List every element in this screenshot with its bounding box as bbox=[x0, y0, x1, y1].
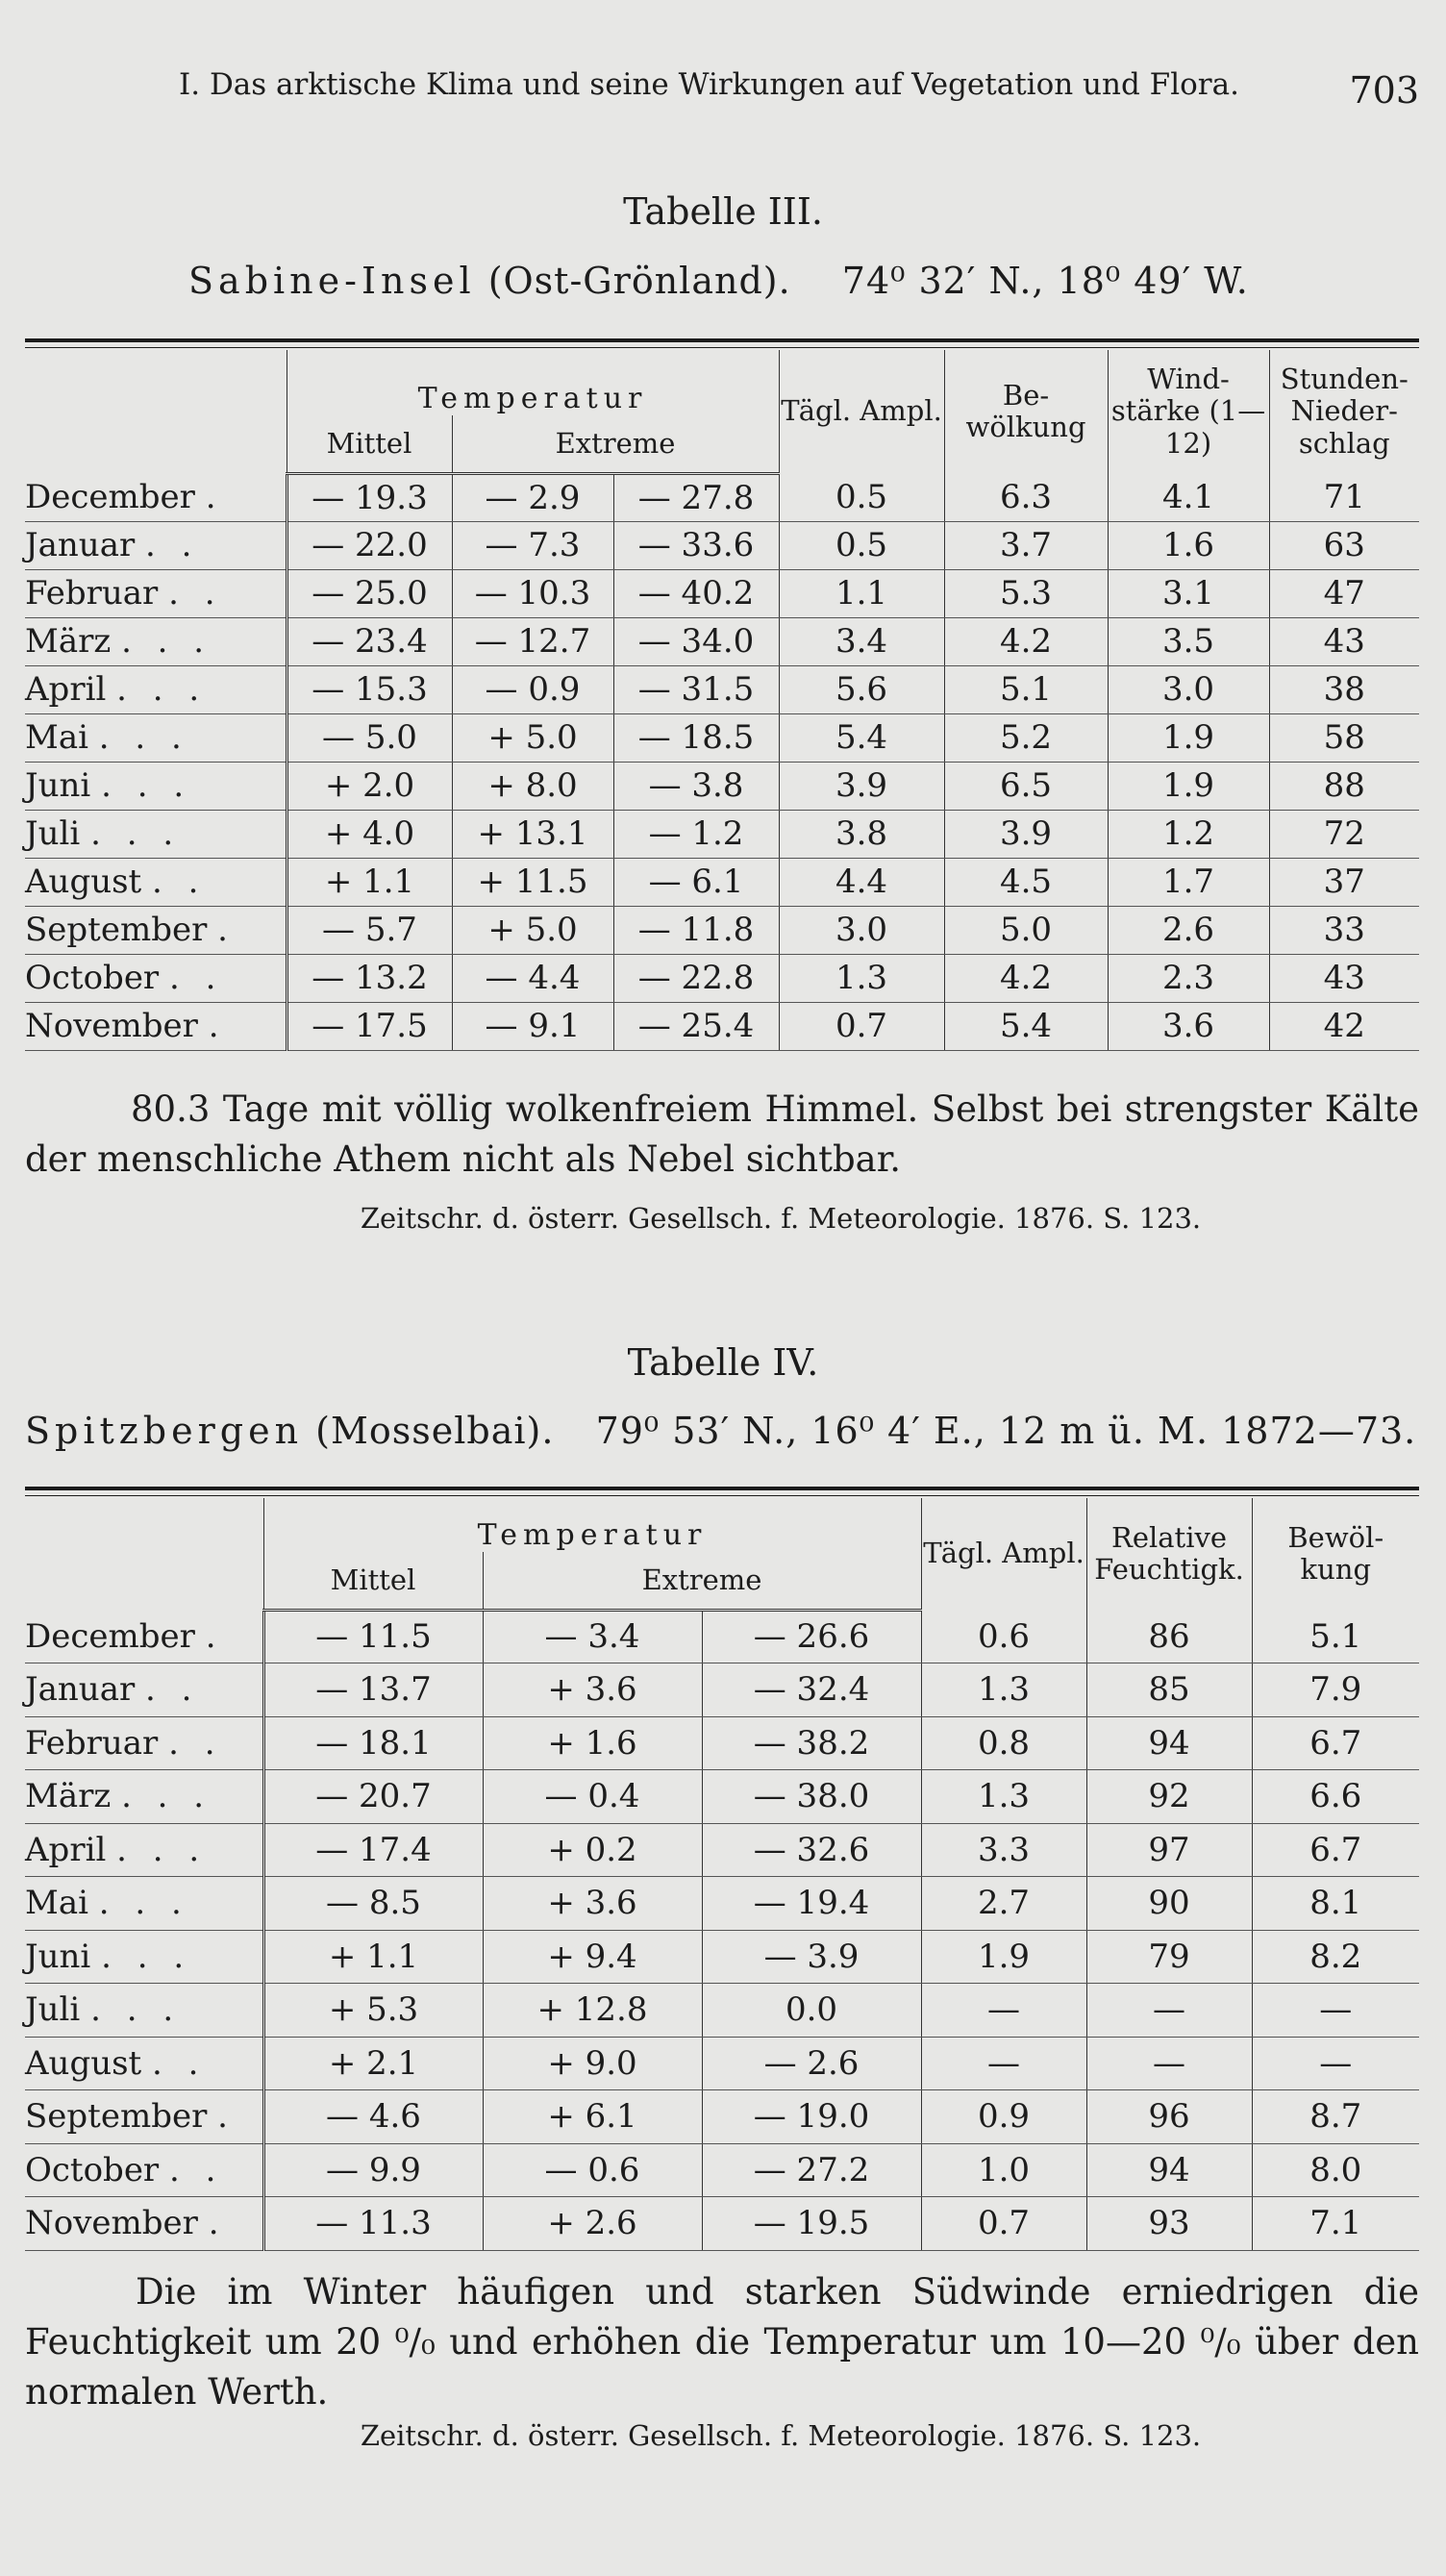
ampl-cell: 1.0 bbox=[921, 2143, 1086, 2197]
leader-dots: . . . bbox=[98, 718, 189, 757]
table-row bbox=[25, 810, 1419, 858]
max-cell: — 12.7 bbox=[452, 617, 613, 665]
max-cell: — 9.1 bbox=[452, 1002, 613, 1050]
month-label: Juli bbox=[25, 814, 81, 853]
bew-cell: — bbox=[1252, 2037, 1419, 2090]
table-row bbox=[25, 1823, 1419, 1877]
min-cell: — 27.2 bbox=[702, 2143, 921, 2197]
month-label: October bbox=[25, 959, 160, 997]
table3-temperatur-header: Temperatur bbox=[287, 350, 779, 415]
table4 bbox=[25, 1498, 1419, 2251]
bew-cell: 5.2 bbox=[944, 713, 1108, 762]
bew-cell: 6.7 bbox=[1252, 1823, 1419, 1877]
ampl-cell: 1.3 bbox=[779, 954, 944, 1002]
min-cell: — 11.8 bbox=[613, 906, 779, 954]
mittel-cell: — 11.3 bbox=[263, 2197, 483, 2251]
bew-cell: 7.9 bbox=[1252, 1663, 1419, 1717]
max-cell: — 2.9 bbox=[452, 473, 613, 521]
table-row bbox=[25, 1770, 1419, 1824]
ampl-cell: 1.3 bbox=[921, 1770, 1086, 1824]
ampl-cell: 4.4 bbox=[779, 858, 944, 906]
bew-cell: 4.2 bbox=[944, 954, 1108, 1002]
table4-subcaption bbox=[25, 1410, 1421, 1452]
mittel-cell: — 13.7 bbox=[263, 1663, 483, 1717]
feucht-cell: — bbox=[1086, 1984, 1252, 2038]
min-cell: — 38.2 bbox=[702, 1716, 921, 1770]
table-row bbox=[25, 1002, 1419, 1050]
ampl-cell: 0.9 bbox=[921, 2090, 1086, 2144]
month-cell bbox=[25, 2143, 263, 2197]
nied-cell: 37 bbox=[1269, 858, 1419, 906]
mittel-cell: — 13.2 bbox=[287, 954, 452, 1002]
table-row bbox=[25, 1877, 1419, 1931]
table-row bbox=[25, 1930, 1419, 1984]
nied-cell: 88 bbox=[1269, 762, 1419, 810]
feucht-cell: 86 bbox=[1086, 1610, 1252, 1663]
wind-cell: 1.2 bbox=[1108, 810, 1269, 858]
month-label: Februar bbox=[25, 574, 159, 613]
running-title: I. Das arktische Klima und seine Wirkungen auf Vegetation und Flora. bbox=[179, 67, 1239, 102]
bew-cell: 8.2 bbox=[1252, 1930, 1419, 1984]
month-label: April bbox=[25, 670, 107, 709]
min-cell: — 2.6 bbox=[702, 2037, 921, 2090]
min-cell: — 25.4 bbox=[613, 1002, 779, 1050]
month-label: December bbox=[25, 477, 195, 516]
month-label: Februar bbox=[25, 1723, 159, 1763]
table3-coords: 74⁰ 32′ N., 18⁰ 49′ W. bbox=[841, 260, 1249, 302]
bew-cell: 8.0 bbox=[1252, 2143, 1419, 2197]
feucht-cell: 96 bbox=[1086, 2090, 1252, 2144]
leader-dots: . . bbox=[169, 959, 224, 997]
mittel-cell: — 25.0 bbox=[287, 569, 452, 617]
min-cell: — 34.0 bbox=[613, 617, 779, 665]
month-cell bbox=[25, 1823, 263, 1877]
month-label: September bbox=[25, 911, 208, 949]
nied-cell: 71 bbox=[1269, 473, 1419, 521]
mittel-cell: + 2.0 bbox=[287, 762, 452, 810]
max-cell: — 10.3 bbox=[452, 569, 613, 617]
table-row bbox=[25, 1663, 1419, 1717]
table4-caption: Tabelle IV. bbox=[627, 1341, 819, 1384]
month-label: November bbox=[25, 1007, 198, 1045]
min-cell: — 32.6 bbox=[702, 1823, 921, 1877]
leader-dots: . bbox=[208, 2204, 227, 2243]
mittel-cell: — 17.5 bbox=[287, 1002, 452, 1050]
month-cell bbox=[25, 569, 287, 617]
wind-cell: 3.1 bbox=[1108, 569, 1269, 617]
ampl-cell: 0.5 bbox=[779, 521, 944, 569]
table3-note-line2: der menschliche Athem nicht als Nebel sichtbar. bbox=[25, 1138, 902, 1180]
bew-cell: 5.3 bbox=[944, 569, 1108, 617]
feucht-cell: 85 bbox=[1086, 1663, 1252, 1717]
wind-cell: 1.7 bbox=[1108, 858, 1269, 906]
ampl-cell: 3.4 bbox=[779, 617, 944, 665]
month-cell bbox=[25, 810, 287, 858]
bew-cell: 6.3 bbox=[944, 473, 1108, 521]
mittel-cell: — 23.4 bbox=[287, 617, 452, 665]
table4-mittel-header: Mittel bbox=[263, 1552, 483, 1610]
month-label: März bbox=[25, 1777, 112, 1816]
bew-cell: 7.1 bbox=[1252, 2197, 1419, 2251]
min-cell: — 19.5 bbox=[702, 2197, 921, 2251]
mittel-cell: — 20.7 bbox=[263, 1770, 483, 1824]
max-cell: — 0.4 bbox=[483, 1770, 702, 1824]
min-cell: — 31.5 bbox=[613, 665, 779, 713]
feucht-cell: 92 bbox=[1086, 1770, 1252, 1824]
ampl-cell: 3.9 bbox=[779, 762, 944, 810]
bew-cell: 8.1 bbox=[1252, 1877, 1419, 1931]
month-label: August bbox=[25, 2043, 142, 2083]
table3-note bbox=[25, 1085, 1419, 1135]
max-cell: + 3.6 bbox=[483, 1663, 702, 1717]
table4-coords: 79⁰ 53′ N., 16⁰ 4′ E., 12 m ü. M. 1872—73. bbox=[595, 1410, 1417, 1452]
max-cell: + 5.0 bbox=[452, 906, 613, 954]
max-cell: + 13.1 bbox=[452, 810, 613, 858]
nied-cell: 43 bbox=[1269, 954, 1419, 1002]
month-label: Mai bbox=[25, 1884, 88, 1923]
table-row bbox=[25, 2197, 1419, 2251]
ampl-cell: 0.5 bbox=[779, 473, 944, 521]
min-cell: — 3.8 bbox=[613, 762, 779, 810]
leader-dots: . . . bbox=[116, 1830, 208, 1869]
ampl-cell: 3.0 bbox=[779, 906, 944, 954]
table4-place-rest: (Mosselbai). bbox=[315, 1410, 555, 1452]
table3-bewoelkung-header: Be- wölkung bbox=[944, 350, 1108, 473]
table3-caption: Tabelle III. bbox=[623, 190, 823, 233]
wind-cell: 3.6 bbox=[1108, 1002, 1269, 1050]
month-cell bbox=[25, 521, 287, 569]
ampl-cell: 5.6 bbox=[779, 665, 944, 713]
nied-cell: 33 bbox=[1269, 906, 1419, 954]
leader-dots: . bbox=[208, 1007, 227, 1045]
table-row bbox=[25, 2143, 1419, 2197]
table3-subcaption bbox=[25, 260, 1446, 302]
feucht-cell: 93 bbox=[1086, 2197, 1252, 2251]
min-cell: — 19.0 bbox=[702, 2090, 921, 2144]
table3-place: Sabine-Insel bbox=[188, 260, 476, 302]
bew-cell: 3.7 bbox=[944, 521, 1108, 569]
table3-top-rule-thin bbox=[25, 347, 1419, 348]
table3-note-2 bbox=[25, 1135, 1419, 1185]
leader-dots: . . . bbox=[101, 766, 192, 805]
table3-niederschlag-header: Stunden- Nieder- schlag bbox=[1269, 350, 1419, 473]
bew-cell: 8.7 bbox=[1252, 2090, 1419, 2144]
month-label: November bbox=[25, 2204, 198, 2243]
table-row bbox=[25, 473, 1419, 521]
min-cell: — 38.0 bbox=[702, 1770, 921, 1824]
bew-cell: 5.1 bbox=[944, 665, 1108, 713]
month-label: April bbox=[25, 1830, 107, 1869]
leader-dots: . . bbox=[169, 2150, 224, 2189]
month-label: März bbox=[25, 622, 112, 661]
table4-source: Zeitschr. d. österr. Gesellsch. f. Meteorologie. 1876. S. 123. bbox=[360, 2419, 1202, 2452]
wind-cell: 4.1 bbox=[1108, 473, 1269, 521]
min-cell: — 40.2 bbox=[613, 569, 779, 617]
wind-cell: 2.6 bbox=[1108, 906, 1269, 954]
leader-dots: . bbox=[217, 2097, 236, 2137]
bew-cell: — bbox=[1252, 1984, 1419, 2038]
max-cell: + 11.5 bbox=[452, 858, 613, 906]
max-cell: + 2.6 bbox=[483, 2197, 702, 2251]
max-cell: + 3.6 bbox=[483, 1877, 702, 1931]
bew-cell: 4.5 bbox=[944, 858, 1108, 906]
feucht-cell: 94 bbox=[1086, 1716, 1252, 1770]
month-cell bbox=[25, 2037, 263, 2090]
feucht-cell: 79 bbox=[1086, 1930, 1252, 1984]
leader-dots: . . . bbox=[98, 1884, 189, 1923]
bew-cell: 5.0 bbox=[944, 906, 1108, 954]
table-row bbox=[25, 1984, 1419, 2038]
month-cell bbox=[25, 1716, 263, 1770]
table-row bbox=[25, 2037, 1419, 2090]
min-cell: — 32.4 bbox=[702, 1663, 921, 1717]
nied-cell: 43 bbox=[1269, 617, 1419, 665]
bew-cell: 4.2 bbox=[944, 617, 1108, 665]
table-row bbox=[25, 617, 1419, 665]
month-cell bbox=[25, 1663, 263, 1717]
table-row bbox=[25, 521, 1419, 569]
bew-cell: 6.7 bbox=[1252, 1716, 1419, 1770]
table-row bbox=[25, 858, 1419, 906]
table4-place: Spitzbergen bbox=[25, 1410, 304, 1452]
nied-cell: 58 bbox=[1269, 713, 1419, 762]
month-label: Januar bbox=[25, 526, 136, 564]
mittel-cell: — 8.5 bbox=[263, 1877, 483, 1931]
max-cell: — 4.4 bbox=[452, 954, 613, 1002]
bew-cell: 6.5 bbox=[944, 762, 1108, 810]
table-row bbox=[25, 665, 1419, 713]
table-row bbox=[25, 569, 1419, 617]
min-cell: — 22.8 bbox=[613, 954, 779, 1002]
ampl-cell: 0.7 bbox=[779, 1002, 944, 1050]
ampl-cell: 1.1 bbox=[779, 569, 944, 617]
leader-dots: . . bbox=[168, 1723, 223, 1763]
table3-ampl-header: Tägl. Ampl. bbox=[779, 350, 944, 473]
table4-top-rule-thin bbox=[25, 1495, 1419, 1496]
table3-place-rest: (Ost-Grönland). bbox=[487, 260, 791, 302]
bew-cell: 5.1 bbox=[1252, 1610, 1419, 1663]
mittel-cell: — 9.9 bbox=[263, 2143, 483, 2197]
leader-dots: . . bbox=[152, 2043, 207, 2083]
table4-month-header bbox=[25, 1498, 263, 1610]
mittel-cell: — 17.4 bbox=[263, 1823, 483, 1877]
wind-cell: 1.6 bbox=[1108, 521, 1269, 569]
mittel-cell: — 5.7 bbox=[287, 906, 452, 954]
max-cell: + 1.6 bbox=[483, 1716, 702, 1770]
mittel-cell: + 2.1 bbox=[263, 2037, 483, 2090]
min-cell: 0.0 bbox=[702, 1984, 921, 2038]
table3 bbox=[25, 350, 1419, 1051]
month-cell bbox=[25, 2090, 263, 2144]
feucht-cell: 94 bbox=[1086, 2143, 1252, 2197]
table3-month-header bbox=[25, 350, 287, 473]
nied-cell: 42 bbox=[1269, 1002, 1419, 1050]
mittel-cell: — 4.6 bbox=[263, 2090, 483, 2144]
wind-cell: 1.9 bbox=[1108, 762, 1269, 810]
feucht-cell: 90 bbox=[1086, 1877, 1252, 1931]
ampl-cell: 1.3 bbox=[921, 1663, 1086, 1717]
table-row bbox=[25, 906, 1419, 954]
leader-dots: . . . bbox=[90, 814, 182, 853]
mittel-cell: + 5.3 bbox=[263, 1984, 483, 2038]
leader-dots: . bbox=[205, 477, 224, 516]
table4-ampl-header: Tägl. Ampl. bbox=[921, 1498, 1086, 1610]
feucht-cell: 97 bbox=[1086, 1823, 1252, 1877]
table-row bbox=[25, 762, 1419, 810]
table4-feucht-header: Relative Feuchtigk. bbox=[1086, 1498, 1252, 1610]
leader-dots: . . . bbox=[90, 1990, 182, 2030]
month-cell bbox=[25, 1930, 263, 1984]
max-cell: + 5.0 bbox=[452, 713, 613, 762]
bew-cell: 3.9 bbox=[944, 810, 1108, 858]
month-cell bbox=[25, 473, 287, 521]
month-label: August bbox=[25, 863, 142, 901]
table4-top-rule bbox=[25, 1487, 1419, 1490]
leader-dots: . . bbox=[145, 526, 200, 564]
leader-dots: . . . bbox=[101, 1937, 192, 1976]
ampl-cell: 2.7 bbox=[921, 1877, 1086, 1931]
wind-cell: 3.5 bbox=[1108, 617, 1269, 665]
max-cell: — 0.6 bbox=[483, 2143, 702, 2197]
month-label: October bbox=[25, 2150, 160, 2189]
min-cell: — 18.5 bbox=[613, 713, 779, 762]
leader-dots: . . . bbox=[116, 670, 208, 709]
month-cell bbox=[25, 1610, 263, 1663]
month-label: Juni bbox=[25, 1937, 91, 1976]
ampl-cell: 3.8 bbox=[779, 810, 944, 858]
wind-cell: 3.0 bbox=[1108, 665, 1269, 713]
ampl-cell: 5.4 bbox=[779, 713, 944, 762]
table3-source: Zeitschr. d. österr. Gesellsch. f. Meteorologie. 1876. S. 123. bbox=[360, 1202, 1202, 1235]
month-label: September bbox=[25, 2097, 208, 2137]
max-cell: — 7.3 bbox=[452, 521, 613, 569]
nied-cell: 38 bbox=[1269, 665, 1419, 713]
ampl-cell: — bbox=[921, 1984, 1086, 2038]
table3-extreme-header: Extreme bbox=[452, 415, 779, 473]
month-cell bbox=[25, 906, 287, 954]
leader-dots: . bbox=[205, 1616, 224, 1656]
table3-top-rule bbox=[25, 338, 1419, 342]
nied-cell: 63 bbox=[1269, 521, 1419, 569]
bew-cell: 5.4 bbox=[944, 1002, 1108, 1050]
mittel-cell: + 1.1 bbox=[287, 858, 452, 906]
leader-dots: . bbox=[217, 911, 236, 949]
page-number: 703 bbox=[1349, 69, 1419, 112]
table3-mittel-header: Mittel bbox=[287, 415, 452, 473]
month-cell bbox=[25, 617, 287, 665]
month-label: Mai bbox=[25, 718, 88, 757]
max-cell: + 6.1 bbox=[483, 2090, 702, 2144]
month-cell bbox=[25, 1984, 263, 2038]
mittel-cell: + 4.0 bbox=[287, 810, 452, 858]
month-label: Juni bbox=[25, 766, 91, 805]
max-cell: — 3.4 bbox=[483, 1610, 702, 1663]
ampl-cell: 1.9 bbox=[921, 1930, 1086, 1984]
mittel-cell: — 11.5 bbox=[263, 1610, 483, 1663]
min-cell: — 27.8 bbox=[613, 473, 779, 521]
month-cell bbox=[25, 762, 287, 810]
table4-bewoelkung-header: Bewöl- kung bbox=[1252, 1498, 1419, 1610]
ampl-cell: 0.8 bbox=[921, 1716, 1086, 1770]
month-cell bbox=[25, 713, 287, 762]
ampl-cell: 3.3 bbox=[921, 1823, 1086, 1877]
leader-dots: . . bbox=[152, 863, 207, 901]
ampl-cell: 0.7 bbox=[921, 2197, 1086, 2251]
table4-extreme-header: Extreme bbox=[483, 1552, 921, 1610]
min-cell: — 1.2 bbox=[613, 810, 779, 858]
min-cell: — 33.6 bbox=[613, 521, 779, 569]
mittel-cell: — 19.3 bbox=[287, 473, 452, 521]
mittel-cell: + 1.1 bbox=[263, 1930, 483, 1984]
max-cell: — 0.9 bbox=[452, 665, 613, 713]
mittel-cell: — 5.0 bbox=[287, 713, 452, 762]
wind-cell: 1.9 bbox=[1108, 713, 1269, 762]
min-cell: — 6.1 bbox=[613, 858, 779, 906]
table-row bbox=[25, 713, 1419, 762]
month-cell bbox=[25, 1877, 263, 1931]
mittel-cell: — 15.3 bbox=[287, 665, 452, 713]
month-label: Januar bbox=[25, 1670, 136, 1710]
month-label: December bbox=[25, 1616, 195, 1656]
ampl-cell: — bbox=[921, 2037, 1086, 2090]
min-cell: — 26.6 bbox=[702, 1610, 921, 1663]
ampl-cell: 0.6 bbox=[921, 1610, 1086, 1663]
table-row bbox=[25, 954, 1419, 1002]
month-cell bbox=[25, 2197, 263, 2251]
max-cell: + 9.0 bbox=[483, 2037, 702, 2090]
leader-dots: . . bbox=[145, 1670, 200, 1710]
max-cell: + 0.2 bbox=[483, 1823, 702, 1877]
wind-cell: 2.3 bbox=[1108, 954, 1269, 1002]
bew-cell: 6.6 bbox=[1252, 1770, 1419, 1824]
min-cell: — 3.9 bbox=[702, 1930, 921, 1984]
max-cell: + 8.0 bbox=[452, 762, 613, 810]
month-cell bbox=[25, 1002, 287, 1050]
month-cell bbox=[25, 1770, 263, 1824]
table4-note: Die im Winter häufigen und starken Südwinde erniedrigen die Feuchtigkeit um 20 ⁰/₀ und erhöhen die Temperatur um 10—20 ⁰/₀ über den normalen Werth. bbox=[25, 2271, 1419, 2413]
max-cell: + 9.4 bbox=[483, 1930, 702, 1984]
mittel-cell: — 22.0 bbox=[287, 521, 452, 569]
table4-temperatur-header: Temperatur bbox=[263, 1498, 921, 1552]
running-header bbox=[179, 67, 1419, 112]
nied-cell: 72 bbox=[1269, 810, 1419, 858]
leader-dots: . . bbox=[168, 574, 223, 613]
table-row bbox=[25, 2090, 1419, 2144]
leader-dots: . . . bbox=[121, 622, 212, 661]
feucht-cell: — bbox=[1086, 2037, 1252, 2090]
table3-wind-header: Wind- stärke (1—12) bbox=[1108, 350, 1269, 473]
nied-cell: 47 bbox=[1269, 569, 1419, 617]
month-cell bbox=[25, 665, 287, 713]
table3-note-line1: 80.3 Tage mit völlig wolkenfreiem Himmel. Selbst bei strengster Kälte bbox=[131, 1088, 1419, 1130]
max-cell: + 12.8 bbox=[483, 1984, 702, 2038]
table-row bbox=[25, 1610, 1419, 1663]
month-cell bbox=[25, 858, 287, 906]
min-cell: — 19.4 bbox=[702, 1877, 921, 1931]
month-cell bbox=[25, 954, 287, 1002]
leader-dots: . . . bbox=[121, 1777, 212, 1816]
table-row bbox=[25, 1716, 1419, 1770]
mittel-cell: — 18.1 bbox=[263, 1716, 483, 1770]
month-label: Juli bbox=[25, 1990, 81, 2030]
